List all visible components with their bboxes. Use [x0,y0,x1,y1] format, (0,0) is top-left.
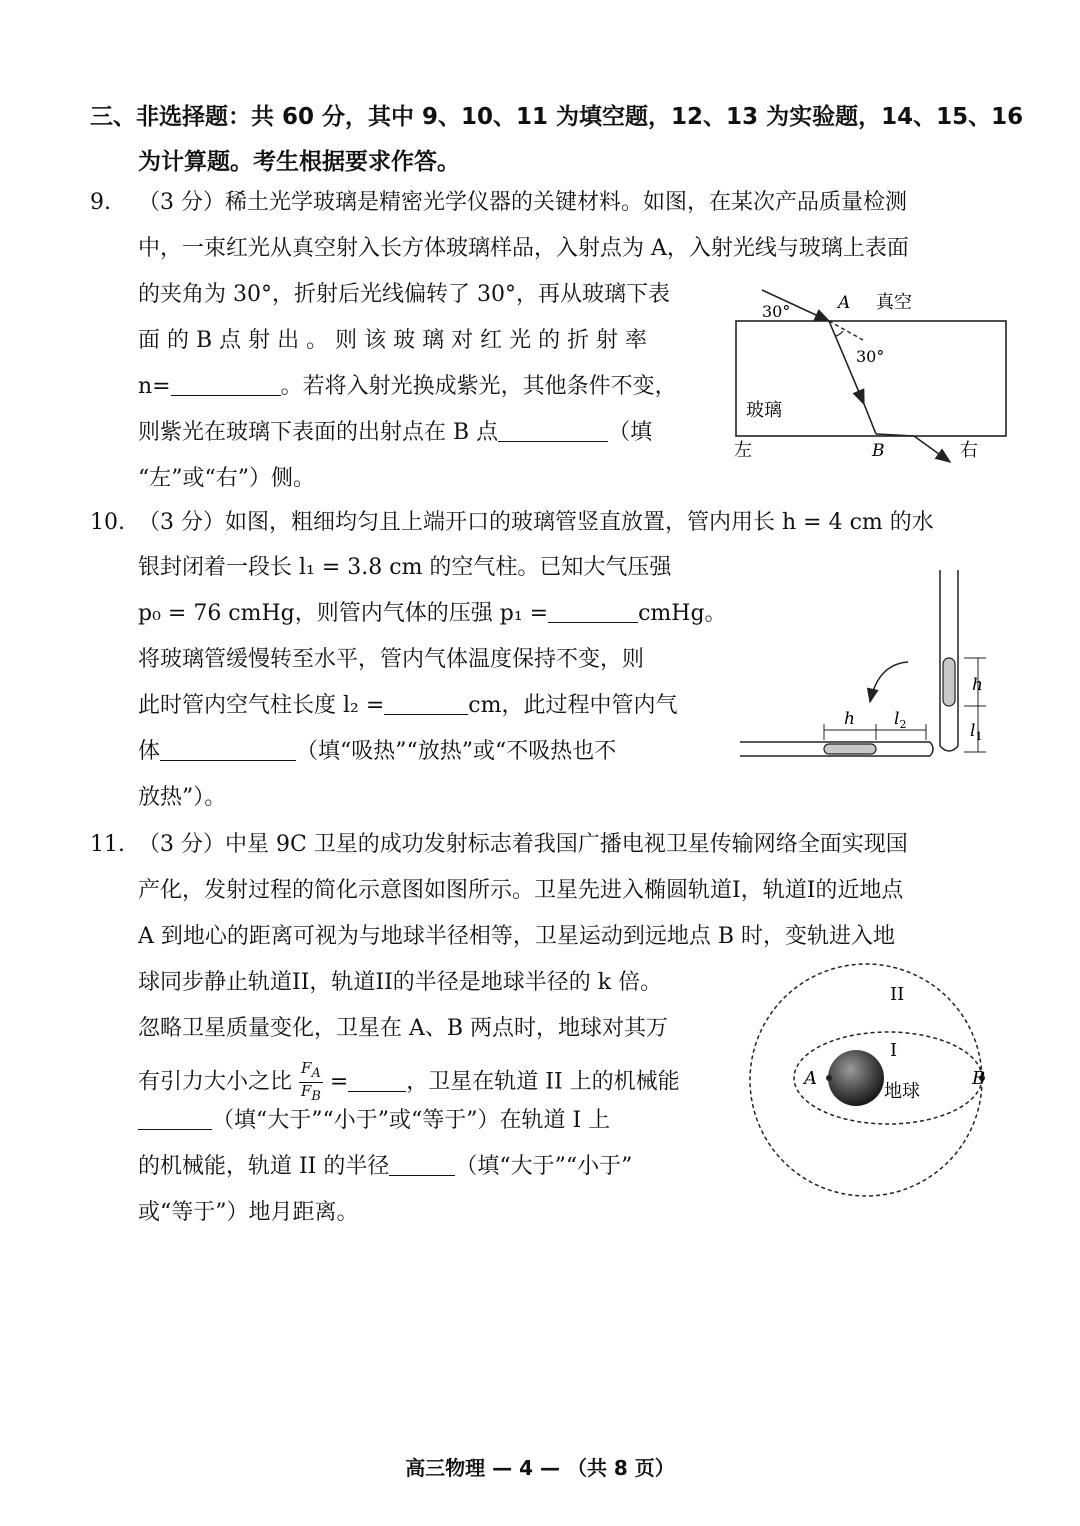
q10-answer-blank-1[interactable] [548,600,638,623]
q10-line6-end: （填“吸热”“放热”或“不吸热也不 [296,739,617,764]
q11-line6-end: ，卫星在轨道 II 上的机械能 [406,1069,680,1095]
label-l1: $l_1$ [970,721,983,743]
q11-text-line9: 或“等于”）地月距离。 [138,1200,359,1225]
q11-answer-blank-3[interactable] [389,1153,455,1176]
rotation-arrow [870,662,908,702]
point-a-label: A [804,1068,817,1089]
q9-line5-rest: 。若将入射光换成紫光，其他条件不变， [280,374,677,399]
point-a-label: A [838,293,851,313]
q11-text-line2: 产化，发射过程的简化示意图如图所示。卫星先进入椭圆轨道I，轨道I的近地点 [138,878,904,903]
vacuum-label: 真空 [876,292,912,313]
q9-text-line7: “左”或“右”）侧。 [138,466,315,491]
q11-text-line5: 忽略卫星质量变化，卫星在 A、B 两点时，地球对其万 [138,1016,669,1041]
question-10-number: 10. [90,510,125,535]
q10-text-line1: （3 分）如图，粗细均匀且上端开口的玻璃管竖直放置，管内用长 h = 4 cm 的水 [138,510,934,535]
point-b-label: B [872,441,885,461]
q11-line8-end: （填“大于”“小于” [455,1154,633,1179]
q11-answer-blank-2[interactable] [138,1107,212,1130]
q10-text-line5 [138,691,677,721]
orbit-i [794,1032,982,1124]
question-9-number: 9. [90,190,111,215]
q10-line3-end: cmHg。 [638,601,727,626]
q11-line7-rest: （填“大于”“小于”或“等于”）在轨道 I 上 [212,1108,611,1133]
q11-line6-start: 有引力大小之比 [138,1069,293,1095]
q11-text-line4: 球同步静止轨道II，轨道II的半径是地球半径的 k 倍。 [138,970,663,995]
orbit-ii-label: II [890,984,905,1005]
q9-text-line6 [138,418,652,448]
q11-text-line7 [138,1106,610,1136]
q11-answer-blank-1[interactable] [348,1069,406,1092]
q10-text-line4: 将玻璃管缓慢转至水平，管内气体温度保持不变，则 [138,647,645,672]
q10-line5-end: cm，此过程中管内气 [468,693,678,718]
q11-text-line3: A 到地心的距离可视为与地球半径相等，卫星运动到远地点 B 时，变轨进入地 [138,924,896,949]
extended-ray-dashed [829,321,863,340]
q9-text-line1: （3 分）稀土光学玻璃是精密光学仪器的关键材料。如图，在某次产品质量检测 [138,190,907,215]
earth-icon [828,1050,884,1106]
q9-answer-blank-1[interactable] [171,373,281,396]
q10-line6-start: 体 [138,739,161,764]
point-a-marker [826,1075,832,1081]
earth-label: 地球 [884,1081,920,1102]
point-b-label: B [972,1068,986,1089]
q11-text-line6 [138,1060,680,1105]
force-ratio-fraction: $\frac{F_A}{F_B}$ [300,1059,321,1104]
q10-text-line3 [138,599,727,629]
label-h-vertical: h [972,675,983,695]
orbit-i-label: I [890,1040,898,1061]
question-11-number: 11. [90,832,125,857]
q9-text-line3: 的夹角为 30°，折射后光线偏转了 30°，再从玻璃下表 [138,282,670,307]
label-l2: $l_2$ [894,709,907,731]
angle-30-deviation: 30° [856,347,885,366]
q9-text-line5 [138,372,677,402]
q10-text-line6 [138,737,616,767]
q11-text-line1: （3 分）中星 9C 卫星的成功发射标志着我国广播电视卫星传输网络全面实现国 [138,832,908,857]
q10-text-line7: 放热”）。 [138,785,227,810]
q9-text-line4: 面 的 B 点 射 出 。 则 该 玻 璃 对 红 光 的 折 射 率 [138,328,648,353]
exit-ray [914,436,950,462]
q9-text-line2: 中，一束红光从真空射入长方体玻璃样品，入射点为 A，入射光线与玻璃上表面 [138,236,909,261]
left-label: 左 [734,440,752,461]
q11-text-line8 [138,1152,632,1182]
q10-line5-start: 此时管内空气柱长度 l₂ = [138,693,385,718]
label-h-horizontal: h [844,709,855,729]
q9-line6-start: 则紫光在玻璃下表面的出射点在 B 点 [138,420,499,445]
q9-answer-blank-2[interactable] [498,419,608,442]
right-label: 右 [960,440,978,461]
q10-line3-start: p₀ = 76 cmHg，则管内气体的压强 p₁ = [138,601,549,626]
q10-answer-blank-3[interactable] [160,738,296,761]
q9-n-label: n= [138,374,171,399]
q11-line8-start: 的机械能，轨道 II 的半径 [138,1154,390,1179]
mercury-column-horizontal [824,744,876,754]
q9-refraction-figure [726,276,1012,476]
section-heading-line2: 为计算题。考生根据要求作答。 [138,149,460,175]
q11-equals: = [329,1069,349,1095]
mercury-column-vertical [943,658,955,706]
page-footer: 高三物理 — 4 — （共 8 页） [405,1456,675,1480]
q10-glass-tube-figure [736,566,1002,766]
q9-line6-end: （填 [608,420,653,445]
q10-text-line2: 银封闭着一段长 l₁ = 3.8 cm 的空气柱。已知大气压强 [138,555,672,580]
angle-30-top: 30° [762,302,791,321]
glass-label: 玻璃 [746,400,782,421]
section-heading-line1: 三、非选择题：共 60 分，其中 9、10、11 为填空题，12、13 为实验题，14、15、16 [90,104,1024,130]
q10-answer-blank-2[interactable] [384,692,468,715]
q11-orbit-figure [738,960,1008,1210]
